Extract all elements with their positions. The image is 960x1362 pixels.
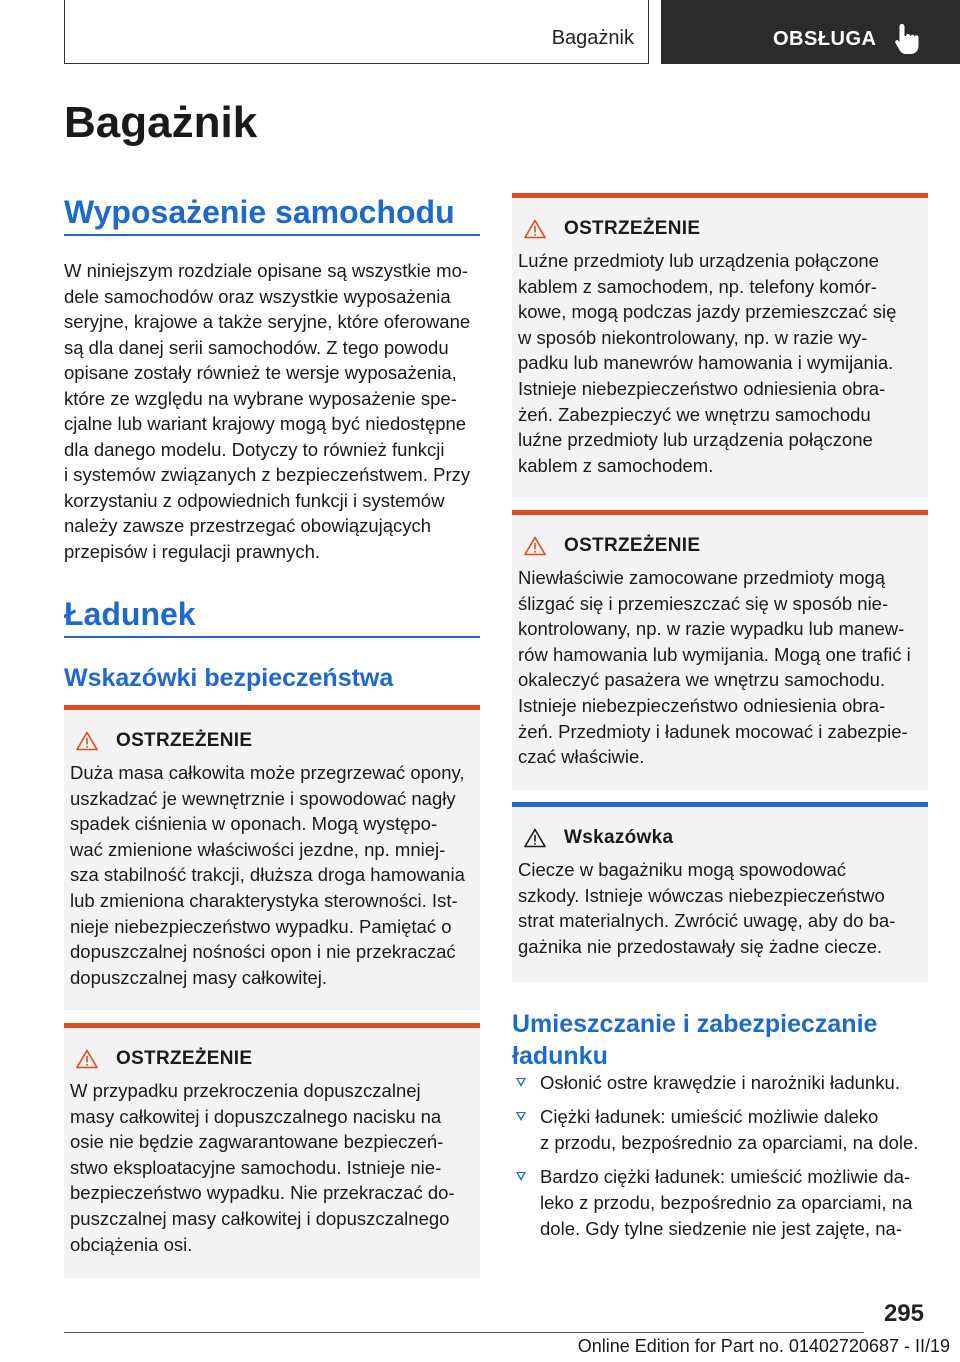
header-chapter-tab [661, 0, 960, 64]
warning-heading: OSTRZEŻENIE [564, 535, 701, 556]
pointing-hand-icon [893, 22, 921, 56]
warning-triangle-icon [524, 536, 546, 556]
securing-subsection-title: Umieszczanie i zabezpieczanie ładunku [512, 1010, 878, 1070]
warning-text: W przypadku przekroczenia dopuszczalnej masy całkowitej i dopuszczalnego nacisku na osie nie będzie zagwarantowane bezpieczeń‐ stwo eksploatacyjne samochodu. Istnieje nie‐ bezpieczeństwo wypadku. Nie przekraczać do‐ puszczalnej masy całkowitej i dopuszczalnego obciążenia osi. [70, 1080, 455, 1255]
equipment-title-rule [64, 234, 480, 236]
header-section-tab [64, 0, 649, 64]
warning-heading: OSTRZEŻENIE [116, 730, 253, 751]
header-section-label: Bagażnik [551, 27, 634, 49]
note-box-liquids [512, 802, 928, 982]
safety-subsection-title: Wskazówki bezpieczeństwa [64, 664, 394, 692]
warning-box-load-limit [64, 1023, 480, 1278]
warning-text: Luźne przedmioty lub urządzenia połączone kablem z samochodem, np. telefony komór‐ kowe, mogą podczas jazdy przemieszczać się w sposób niekontrolowany, np. w razie wy‐ padku lub manewrów hamowania i wymijania. Istnieje niebezpieczeństwo odniesienia obra‐ żeń. Zabezpieczyć we wnętrzu samochodu luźne przedmioty lub urządzenia połączone kablem z samochodem. [518, 250, 897, 476]
bullet-triangle-icon [516, 1078, 526, 1087]
warning-heading: OSTRZEŻENIE [116, 1048, 253, 1069]
footer-edition: Online Edition for Part no. 01402720687 - II/19 [577, 1336, 950, 1356]
list-item: Ciężki ładunek: umieścić możliwie daleko z przodu, bezpośrednio za oparciami, na dole. [512, 1104, 932, 1156]
footer-rule [64, 1332, 864, 1333]
equipment-section-title: Wyposażenie samochodu [64, 194, 455, 230]
warning-triangle-icon [76, 731, 98, 751]
header-chapter-label: OBSŁUGA [773, 28, 877, 50]
bullet-triangle-icon [516, 1172, 526, 1181]
note-heading: Wskazówka [564, 827, 674, 848]
warning-box-loose-objects [512, 193, 928, 498]
warning-text: Niewłaściwie zamocowane przedmioty mogą ślizgać się i przemieszczać się w sposób nie‐ kontrolowany, np. w razie wypadku lub manew‐ rów hamowania lub wymijania. Mogą one trafić i okaleczyć pasażera we wnętrzu samochodu. Istnieje niebezpieczeństwo odniesienia obra‐ żeń. Przedmioty i ładunek mocować i zabezpie‐ czać właściwie. [518, 567, 911, 768]
warning-triangle-icon [76, 1049, 98, 1069]
cargo-title-rule [64, 636, 480, 638]
securing-steps-list [512, 1070, 932, 1250]
page-number: 295 [883, 1300, 924, 1327]
note-triangle-icon [524, 828, 546, 848]
list-item: Bardzo ciężki ładunek: umieścić możliwie da‐ leko z przodu, bezpośrednio za oparciami, na dole. Gdy tylne siedzenie nie jest zajęte, na‐ [512, 1164, 932, 1242]
equipment-paragraph: W niniejszym rozdziale opisane są wszystkie mo‐ dele samochodów oraz wszystkie wyposażenia seryjne, krajowe a także seryjne, które oferowane są dla danej serii samochodów. Z tego powodu opisane zostały również te wersje wyposażenia, które ze względu na wybrane wyposażenie spe‐ cjalne lub wariant krajowy mogą być niedostępne dla danego modelu. Dotyczy to również funkcji i systemów związanych z bezpieczeństwem. Przy korzystaniu z odpowiednich funkcji i systemów należy zawsze przestrzegać obowiązujących przepisów i regulacji prawnych. [64, 260, 471, 562]
warning-triangle-icon [524, 219, 546, 239]
list-item: Osłonić ostre krawędzie i narożniki ładunku. [512, 1070, 932, 1096]
page-title: Bagażnik [64, 98, 258, 147]
note-text: Ciecze w bagażniku mogą spowodować szkody. Istnieje wówczas niebezpieczeństwo strat materialnych. Zwrócić uwagę, aby do ba‐ gażnika nie przedostawały się żadne ciecze. [518, 859, 896, 957]
warning-heading: OSTRZEŻENIE [564, 218, 701, 239]
warning-box-tyres [64, 705, 480, 1010]
bullet-triangle-icon [516, 1112, 526, 1121]
warning-text: Duża masa całkowita może przegrzewać opony, uszkadzać je wewnętrznie i spowodować nagły spadek ciśnienia w oponach. Mogą występo‐ wać zmienione właściwości jezdne, np. mniej‐ sza stabilność trakcji, dłuższa droga hamowania lub zmieniona charakterystyka sterowności. Ist‐ nieje niebezpieczeństwo wypadku. Pamiętać o dopuszczalnej nośności opon i nie przekraczać dopuszczalnej masy całkowitej. [70, 762, 465, 988]
warning-box-improper-fastening [512, 510, 928, 790]
cargo-section-title: Ładunek [64, 596, 196, 632]
